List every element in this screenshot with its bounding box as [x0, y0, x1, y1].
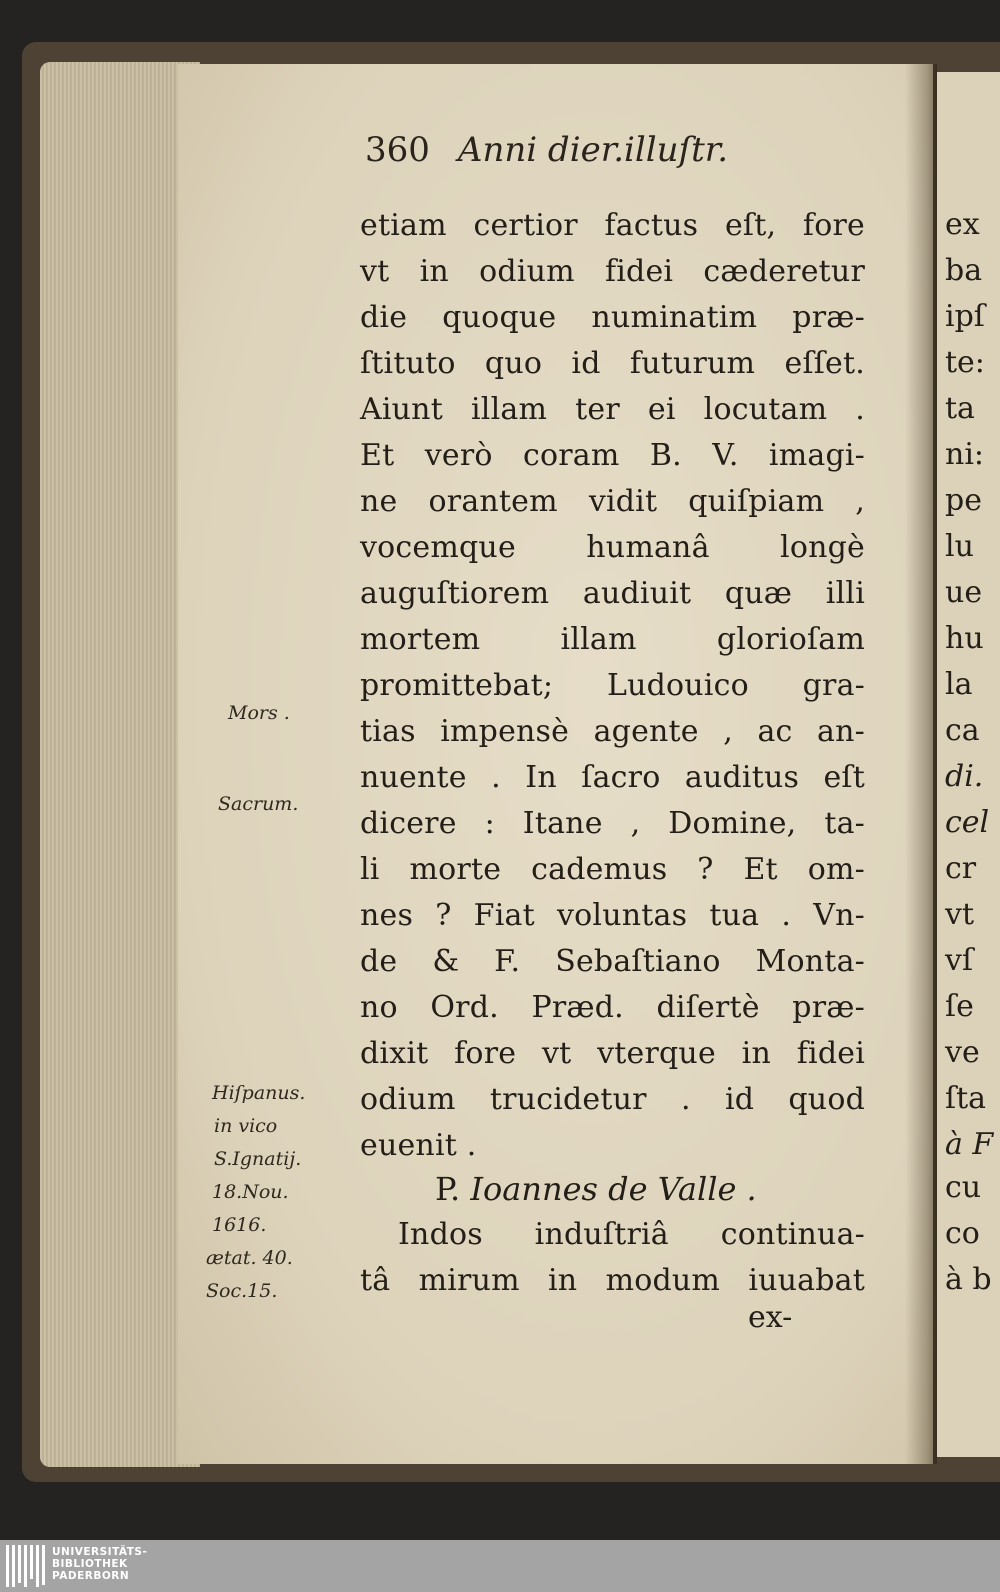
next-page-fragment: ipſ	[945, 299, 985, 334]
next-page-fragment: ex	[945, 207, 980, 242]
next-page-fragment: te:	[945, 345, 985, 380]
marginal-note: S.Ignatij.	[214, 1148, 302, 1170]
marginal-note: in vico	[214, 1115, 278, 1137]
body-line: li morte cademus ? Et om-	[360, 852, 865, 887]
running-title: Anni dier.illuſtr.	[457, 130, 729, 170]
next-page-fragment: di.	[945, 759, 984, 794]
body-line: mortem illam glorioſam	[360, 622, 865, 657]
heading-name: Ioannes de Valle .	[470, 1170, 757, 1208]
book-gutter	[905, 64, 937, 1464]
body-line: nes ? Fiat voluntas tua . Vn-	[360, 898, 865, 933]
body-line: tias impensè agente , ac an-	[360, 714, 865, 749]
marginal-note: Hiſpanus.	[212, 1082, 306, 1104]
body-line: Aiunt illam ter ei locutam .	[360, 392, 865, 427]
catchword: ex-	[748, 1300, 793, 1335]
body-line: vocemque humanâ longè	[360, 530, 865, 565]
body-line: dixit fore vt vterque in fidei	[360, 1036, 865, 1071]
running-head	[365, 130, 728, 170]
page-number: 360	[365, 130, 430, 170]
next-page-fragment: co	[945, 1216, 980, 1251]
body-line: no Ord. Præd. diſertè præ-	[360, 990, 865, 1025]
next-page-fragment: vt	[945, 897, 975, 932]
body-line: Indos induſtriâ continua-	[398, 1217, 865, 1252]
next-page-fragment: la	[945, 667, 973, 702]
body-line: vt in odium fidei cæderetur	[360, 254, 865, 289]
body-line: auguſtiorem audiuit quæ illi	[360, 576, 865, 611]
heading-prefix: P.	[435, 1170, 461, 1208]
marginal-note: Soc.15.	[206, 1280, 278, 1302]
page-edges	[40, 62, 200, 1467]
next-page-fragment: hu	[945, 621, 984, 656]
library-name-line: PADERBORN	[52, 1570, 130, 1582]
marginal-note: Sacrum.	[218, 793, 299, 815]
body-line: tâ mirum in modum iuuabat	[360, 1263, 865, 1298]
next-page-fragment: lu	[945, 529, 974, 564]
body-line: dicere : Itane , Domine, ta-	[360, 806, 865, 841]
next-page-fragment: ba	[945, 253, 983, 288]
body-line: promittebat; Ludouico gra-	[360, 668, 865, 703]
next-page-fragment: cel	[945, 805, 990, 840]
library-name-line: BIBLIOTHEK	[52, 1558, 128, 1570]
next-page-fragment: cu	[945, 1170, 982, 1205]
next-page-fragment: ſta	[945, 1081, 987, 1116]
marginal-note: Mors .	[228, 702, 290, 724]
body-line: euenit .	[360, 1128, 477, 1163]
next-page-fragment: ue	[945, 575, 983, 610]
next-page-fragment: vſ	[945, 943, 974, 978]
next-page-fragment: ta	[945, 391, 975, 426]
footer-band	[0, 1540, 1000, 1592]
next-page-fragment: à b	[945, 1262, 992, 1297]
next-page-fragment: pe	[945, 483, 982, 518]
next-page-fragment: ca	[945, 713, 980, 748]
library-name-line: UNIVERSITÄTS-	[52, 1546, 148, 1558]
body-line: ne orantem vidit quiſpiam ,	[360, 484, 865, 519]
body-line: odium trucidetur . id quod	[360, 1082, 865, 1117]
body-line: ſtituto quo id futurum eſſet.	[360, 346, 865, 381]
body-line: de & F. Sebaſtiano Monta-	[360, 944, 865, 979]
section-heading	[435, 1170, 757, 1208]
next-page-fragment: ſe	[945, 989, 974, 1024]
next-page-fragment: ni:	[945, 437, 985, 472]
library-logo-icon	[6, 1545, 46, 1587]
body-line: nuente . In ſacro auditus eſt	[360, 760, 865, 795]
marginal-note: 18.Nou.	[212, 1181, 289, 1203]
next-page-fragment: cr	[945, 851, 977, 886]
next-page-fragment: ve	[945, 1035, 980, 1070]
body-line: Et verò coram B. V. imagi-	[360, 438, 865, 473]
body-line: etiam certior factus eſt, fore	[360, 208, 865, 243]
next-page-fragment: à F	[945, 1127, 994, 1162]
library-name	[52, 1546, 147, 1582]
body-line: die quoque numinatim præ-	[360, 300, 865, 335]
marginal-note: ætat. 40.	[206, 1247, 293, 1269]
marginal-note: 1616.	[212, 1214, 267, 1236]
